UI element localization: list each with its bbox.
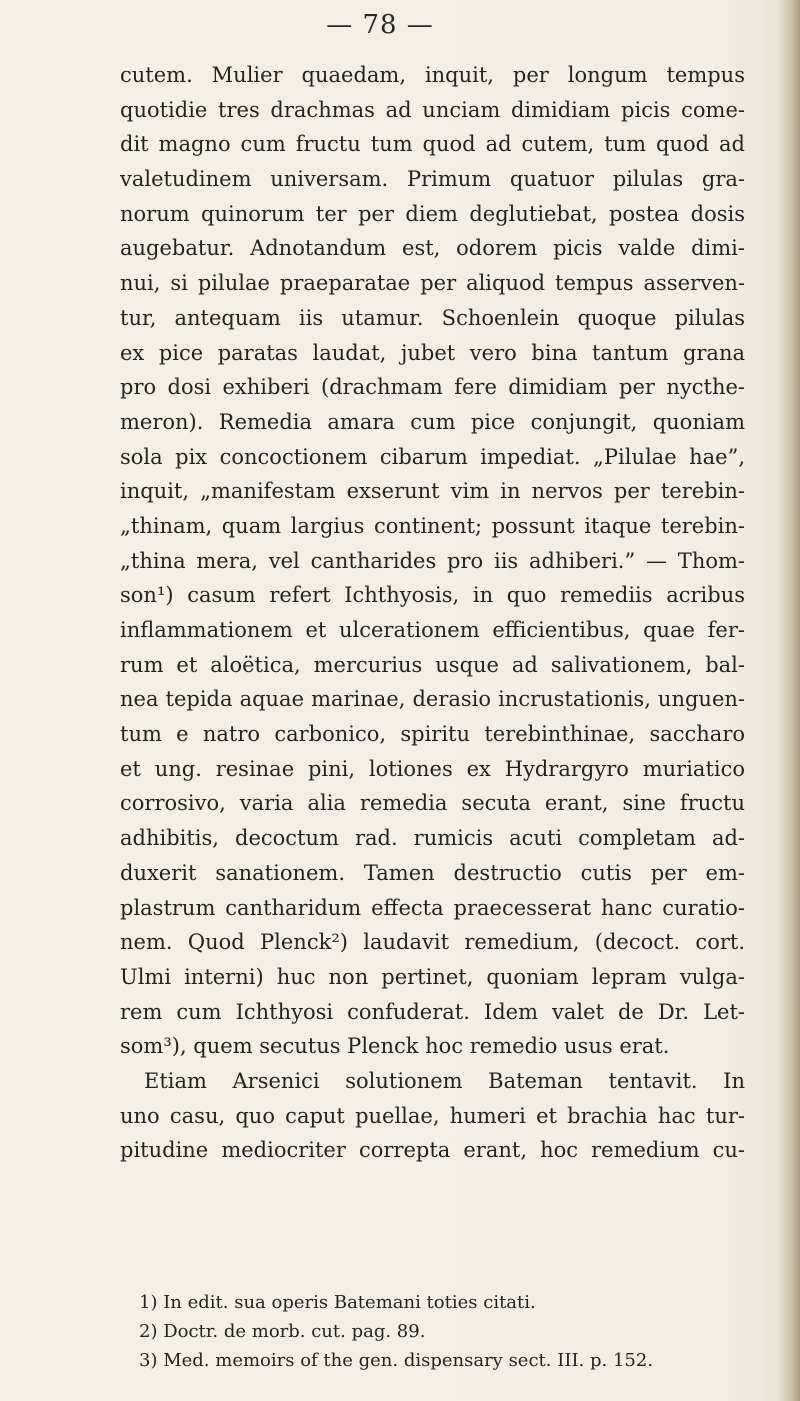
- page-edge-shadow: [778, 0, 800, 1401]
- text-line: „thina mera, vel cantharides pro iis adhiberi.” — Thom-: [120, 548, 745, 573]
- footnote-1: 1) In edit. sua operis Batemani toties citati.: [139, 1292, 536, 1313]
- text-line: som³), quem secutus Plenck hoc remedio usus erat.: [120, 1034, 670, 1059]
- footnote-3: 3) Med. memoirs of the gen. dispensary sect. III. p. 152.: [139, 1350, 654, 1371]
- footnotes: [139, 1288, 779, 1375]
- text-line: duxerit sanationem. Tamen destructio cutis per em-: [120, 860, 745, 885]
- text-line: corrosivo, varia alia remedia secuta erant, sine fructu: [120, 791, 745, 816]
- text-line: rum et aloëtica, mercurius usque ad salivationem, bal-: [120, 652, 745, 677]
- text-line: inquit, „manifestam exserunt vim in nervos per terebin-: [120, 479, 745, 504]
- text-line: ex pice paratas laudat, jubet vero bina tantum grana: [120, 340, 745, 365]
- text-line: son¹) casum refert Ichthyosis, in quo remediis acribus: [120, 583, 745, 608]
- text-line: plastrum cantharidum effecta praecesserat hanc curatio-: [120, 895, 745, 920]
- text-line: et ung. resinae pini, lotiones ex Hydrargyro muriatico: [120, 756, 745, 781]
- text-line: tum e natro carbonico, spiritu terebinthinae, saccharo: [120, 722, 745, 747]
- text-line: valetudinem universam. Primum quatuor pilulas gra-: [120, 167, 745, 192]
- text-line: uno casu, quo caput puellae, humeri et brachia hac tur-: [120, 1103, 745, 1128]
- text-line: meron). Remedia amara cum pice conjungit, quoniam: [120, 409, 745, 434]
- text-line: augebatur. Adnotandum est, odorem picis valde dimi-: [120, 236, 745, 261]
- text-line: Ulmi interni) huc non pertinet, quoniam lepram vulga-: [120, 964, 745, 989]
- text-line: tur, antequam iis utamur. Schoenlein quoque pilulas: [120, 305, 745, 330]
- text-line: norum quinorum ter per diem deglutiebat, postea dosis: [120, 201, 745, 226]
- footnote-2: 2) Doctr. de morb. cut. pag. 89.: [139, 1321, 426, 1342]
- text-line: adhibitis, decoctum rad. rumicis acuti completam ad-: [120, 826, 745, 851]
- text-line: quotidie tres drachmas ad unciam dimidiam picis come-: [120, 97, 745, 122]
- text-line: pro dosi exhiberi (drachmam fere dimidiam per nycthe-: [120, 375, 745, 400]
- text-line: dit magno cum fructu tum quod ad cutem, tum quod ad: [120, 132, 745, 157]
- page-number: — 78 —: [326, 10, 434, 40]
- text-line: nui, si pilulae praeparatae per aliquod tempus asserven-: [120, 271, 745, 296]
- text-line: sola pix concoctionem cibarum impediat. „Pilulae hae”,: [120, 444, 745, 469]
- text-line: „thinam, quam largius continent; possunt itaque terebin-: [120, 513, 745, 538]
- text-line: cutem. Mulier quaedam, inquit, per longum tempus: [120, 63, 745, 87]
- text-line: inflammationem et ulcerationem efficientibus, quae fer-: [120, 618, 745, 642]
- text-line: nem. Quod Plenck²) laudavit remedium, (decoct. cort.: [120, 930, 745, 955]
- text-line: rem cum Ichthyosi confuderat. Idem valet de Dr. Let-: [120, 999, 745, 1024]
- text-line: Etiam Arsenici solutionem Bateman tentavit. In: [144, 1068, 745, 1093]
- body-text: [120, 58, 745, 1168]
- text-line: nea tepida aquae marinae, derasio incrustationis, unguen-: [120, 687, 745, 712]
- text-line: pitudine mediocriter correpta erant, hoc remedium cu-: [120, 1138, 745, 1163]
